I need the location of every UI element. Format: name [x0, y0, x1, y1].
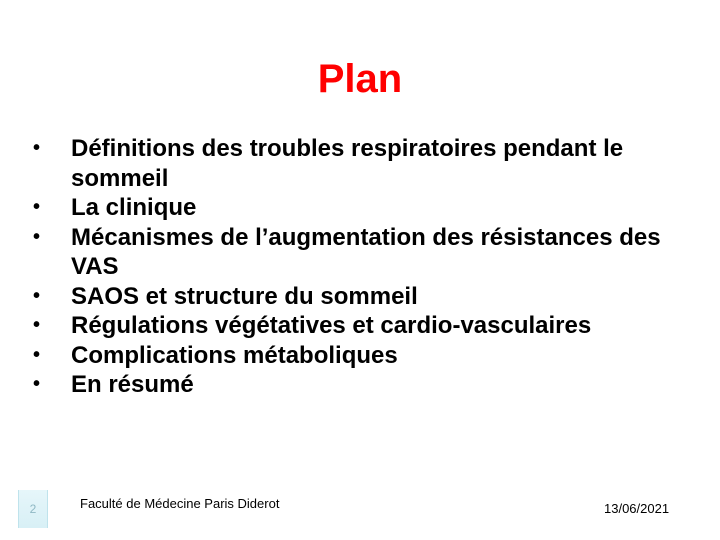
- bullet-text: Définitions des troubles respiratoires pendant le sommeil: [71, 135, 624, 192]
- bullet-text: Complications métaboliques: [71, 341, 398, 369]
- bullet-dot-icon: •: [33, 314, 41, 336]
- bullet-item: [33, 134, 693, 193]
- bullet-list: [33, 134, 693, 400]
- bullet-dot-icon: •: [33, 284, 41, 307]
- bullet-item: [33, 370, 693, 400]
- bullet-dot-icon: •: [33, 196, 41, 218]
- bullet-item: [33, 223, 693, 282]
- slide-title-text: Plan: [317, 57, 403, 101]
- page-number-tab: [18, 490, 48, 528]
- bullet-dot-icon: •: [33, 225, 41, 248]
- bullet-item: [33, 311, 693, 341]
- bullet-dot-icon: •: [33, 373, 41, 395]
- bullet-text: En résumé: [71, 371, 194, 398]
- slide-title: [0, 56, 720, 102]
- bullet-text: La clinique: [71, 194, 197, 221]
- bullet-dot-icon: •: [33, 137, 41, 159]
- bullet-text: SAOS et structure du sommeil: [71, 282, 418, 310]
- bullet-item: [33, 282, 693, 312]
- footer-organization: Faculté de Médecine Paris Diderot: [80, 496, 280, 511]
- bullet-item: [33, 193, 693, 223]
- page-number: 2: [29, 502, 37, 516]
- bullet-item: [33, 341, 693, 371]
- bullet-text: Mécanismes de l’augmentation des résistances des VAS: [71, 223, 661, 280]
- bullet-text: Régulations végétatives et cardio-vasculaires: [71, 312, 592, 339]
- bullet-dot-icon: •: [33, 343, 41, 366]
- footer-date: 13/06/2021: [604, 501, 670, 516]
